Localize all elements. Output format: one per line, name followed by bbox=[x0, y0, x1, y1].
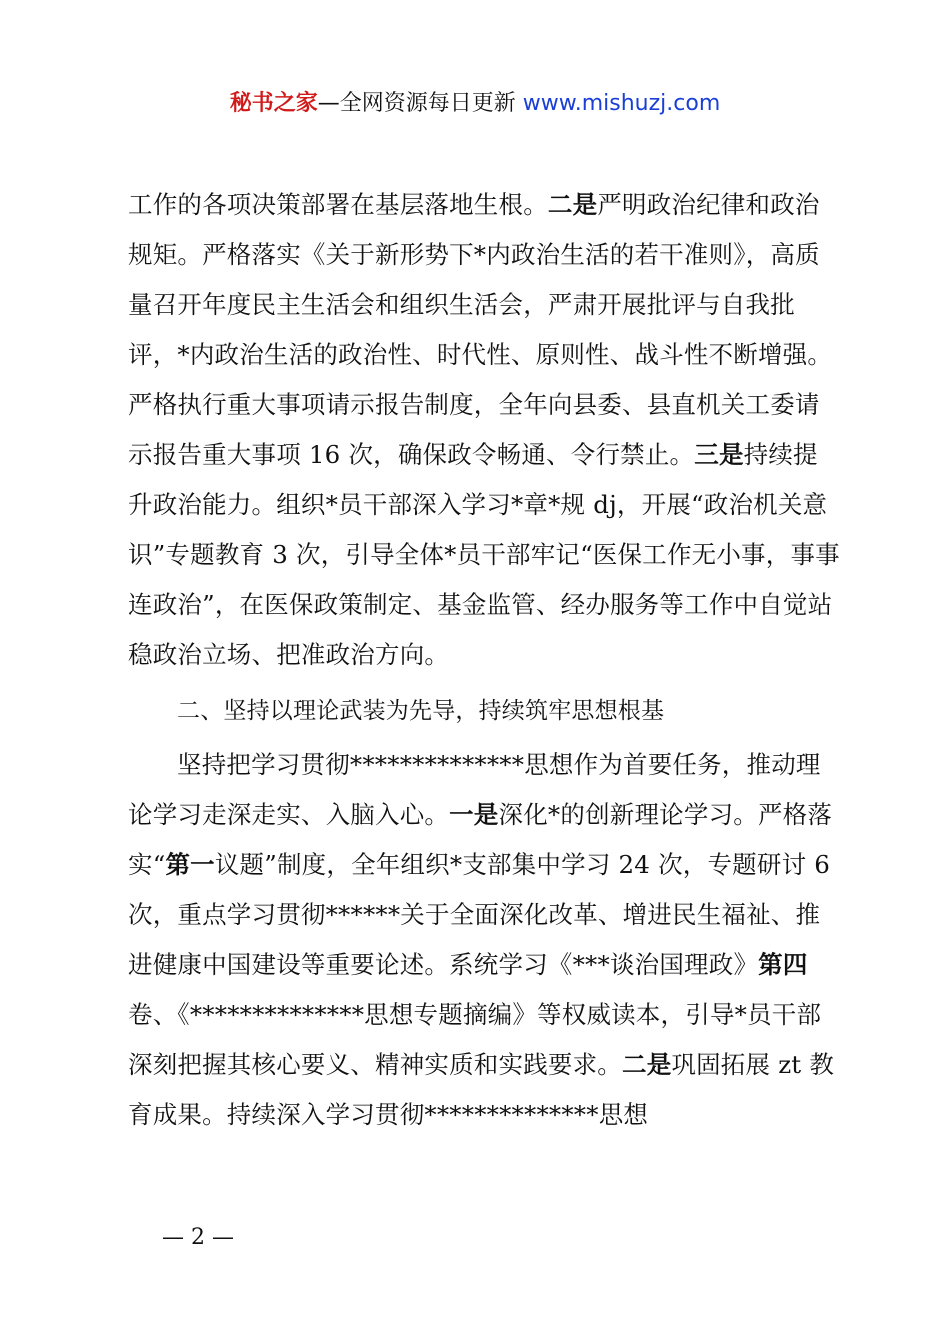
text-run: 深化*的创新理论学习。严格落实“ bbox=[128, 800, 833, 879]
document-body bbox=[128, 180, 840, 1140]
site-header bbox=[0, 86, 950, 122]
text-run: 持续提升政治能力。组织*员干部深入学习*章*规 dj，开展“政治机关意识”专题教育 3 次，引导全体*员干部牢记“医保工作无小事，事事连政治”，在医保政策制定、基金监管、经办服务等工作中自觉站稳政治立场、把准政治方向。 bbox=[128, 440, 840, 669]
text-run: 巩固拓展 zt 教育成果。持续深入学习贯彻**************思想 bbox=[128, 1050, 835, 1129]
paragraph-political-discipline bbox=[128, 180, 840, 680]
bold-marker: 一是 bbox=[449, 800, 499, 829]
text-run: 议题”制度，全年组织*支部集中学习 24 次，专题研讨 6 次，重点学习贯彻******关于全面深化改革、增进民生福祉、推进健康中国建设等重要论述。系统学习《***谈治国理政》 bbox=[128, 850, 831, 979]
section-heading: 二、坚持以理论武装为先导，持续筑牢思想根基 bbox=[177, 698, 665, 724]
paragraph-theory-study bbox=[128, 740, 840, 1140]
bold-marker: 二是 bbox=[622, 1050, 672, 1079]
bold-marker: 二是 bbox=[547, 190, 598, 219]
site-url-link[interactable]: www.mishuzj.com bbox=[522, 91, 721, 116]
text-run: 严明政治纪律和政治规矩。严格落实《关于新形势下*内政治生活的若干准则》，高质量召开年度民主生活会和组织生活会，严肃开展批评与自我批评，*内政治生活的政治性、时代性、原则性、战斗性不断增强。严格执行重大事项请示报告制度，全年向县委、县直机关工委请示报告重大事项 16 次，确保政令畅通、令行禁止。 bbox=[128, 190, 833, 469]
header-separator: — bbox=[317, 91, 340, 116]
text-run: 坚持把学习贯彻**************思想作为首要任务，推动理论学习走深走实、入脑入心。 bbox=[128, 750, 821, 829]
page-number: — 2 — bbox=[162, 1225, 234, 1250]
bold-marker: 第一 bbox=[165, 850, 215, 879]
text-run: 工作的各项决策部署在基层落地生根。 bbox=[128, 190, 548, 219]
text-run: 卷、《**************思想专题摘编》等权威读本，引导*员干部深刻把握其核心要义、精神实质和实践要求。 bbox=[128, 1000, 822, 1079]
bold-marker: 三是 bbox=[694, 440, 744, 469]
bold-marker: 第四 bbox=[758, 950, 808, 979]
header-tagline: 全网资源每日更新 bbox=[339, 91, 523, 116]
site-brand: 秘书之家 bbox=[229, 91, 318, 116]
